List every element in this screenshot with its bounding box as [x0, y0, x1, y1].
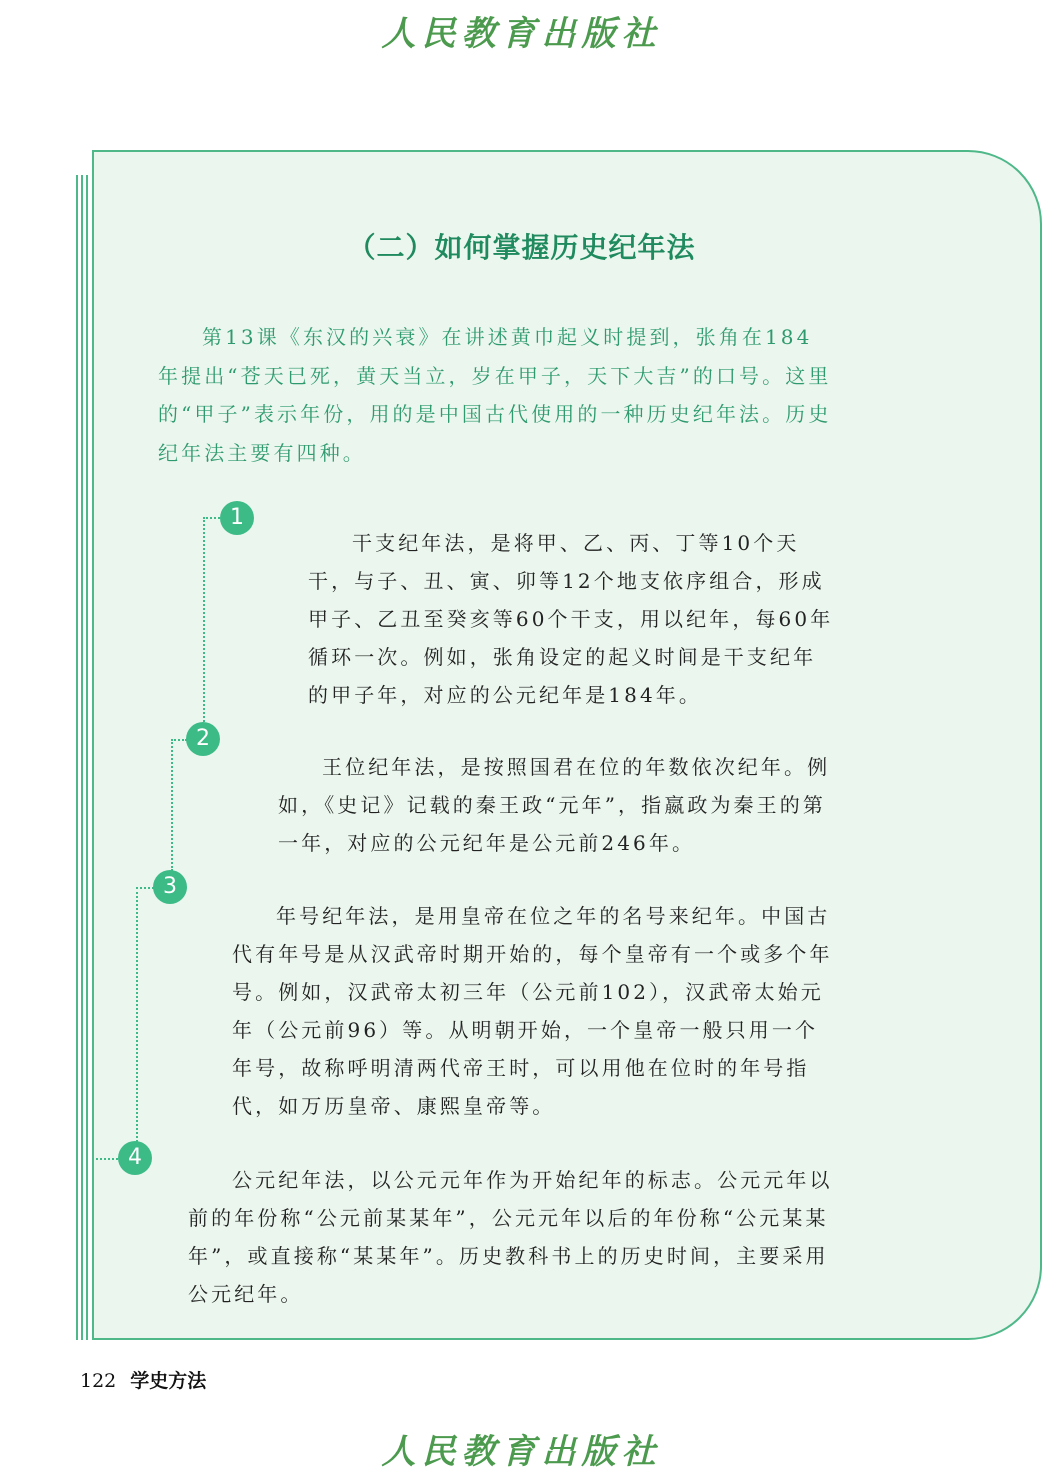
method-number-badge: 2	[186, 722, 220, 756]
method-paragraph-common-era: 公元纪年法，以公元元年作为开始纪年的标志。公元元年以前的年份称“公元前某某年”，公元元年以后的年份称“公元某某年”，或直接称“某某年”。历史教科书上的历史时间，主要采用公元纪年。	[188, 1168, 833, 1306]
intro-paragraph: 第13课《东汉的兴衰》在讲述黄巾起义时提到，张角在184年提出“苍天已死，黄天当立，岁在甲子，天下大吉”的口号。这里的“甲子”表示年份，用的是中国古代使用的一种历史纪年法。历史纪年法主要有四种。	[158, 325, 832, 465]
connector-line	[171, 739, 173, 871]
connector-line	[203, 517, 205, 722]
method-number-badge: 1	[220, 501, 254, 535]
method-number-badge: 4	[118, 1141, 152, 1175]
connector-line	[171, 739, 187, 741]
frame-line	[81, 175, 83, 1340]
frame-line	[86, 175, 88, 1340]
publisher-logo-bottom: 人民教育出版社	[381, 1432, 662, 1472]
method-paragraph-ganzhi: 干支纪年法，是将甲、乙、丙、丁等10个天干，与子、丑、寅、卯等12个地支依序组合，形成甲子、乙丑至癸亥等60个干支，用以纪年，每60年循环一次。例如，张角设定的起义时间是干支纪年的甲子年，对应的公元纪年是184年。	[308, 531, 834, 707]
method-number-badge: 3	[153, 870, 187, 904]
page-number: 122	[80, 1370, 117, 1392]
section-title: （二）如何掌握历史纪年法	[347, 231, 696, 264]
connector-line	[136, 887, 138, 1142]
book-title: 学史方法	[130, 1370, 207, 1392]
page-footer	[80, 1366, 206, 1393]
publisher-logo-top: 人民教育出版社	[381, 14, 662, 54]
connector-line	[136, 887, 154, 889]
frame-line	[76, 175, 78, 1340]
connector-line	[96, 1158, 118, 1160]
method-paragraph-era-name: 年号纪年法，是用皇帝在位之年的名号来纪年。中国古代有年号是从汉武帝时期开始的，每个皇帝有一个或多个年号。例如，汉武帝太初三年（公元前102），汉武帝太始元年（公元前96）等。从明朝开始，一个皇帝一般只用一个年号，故称呼明清两代帝王时，可以用他在位时的年号指代，如万历皇帝、康熙皇帝等。	[232, 904, 833, 1118]
method-paragraph-regnal: 王位纪年法，是按照国君在位的年数依次纪年。例如，《史记》记载的秦王政“元年”，指嬴政为秦王的第一年，对应的公元纪年是公元前246年。	[278, 755, 831, 855]
